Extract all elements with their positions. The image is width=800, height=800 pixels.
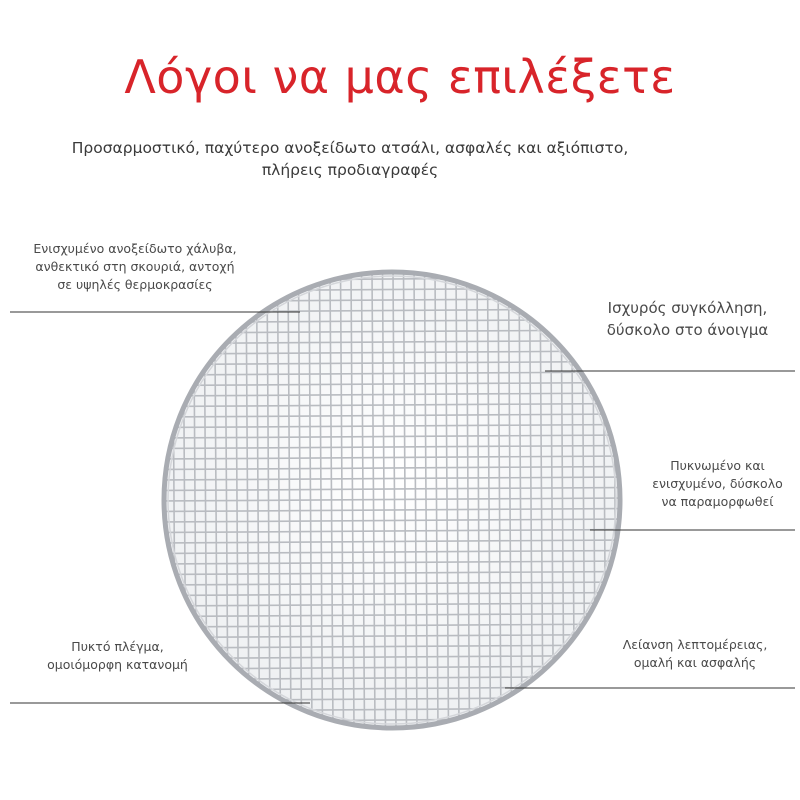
callout-line: Πυκτό πλέγμα, — [71, 639, 164, 654]
callout-line: Λείανση λεπτομέρειας, — [622, 637, 768, 652]
callout-line: να παραμορφωθεί — [661, 494, 774, 510]
callout-line: ομαλή και ασφαλής — [633, 655, 757, 671]
callout-line: σε υψηλές θερμοκρασίες — [57, 277, 213, 293]
callout-line: δύσκολο στο άνοιγμα — [606, 320, 769, 339]
callout-line: ενισχυμένο, δύσκολο — [652, 476, 783, 492]
callout-mid-right — [640, 457, 795, 511]
page-title: Λόγοι να μας επιλέξετε — [124, 50, 676, 104]
callout-line: Πυκνωμένο και — [670, 458, 765, 473]
subtitle-line: πλήρεις προδιαγραφές — [261, 161, 439, 180]
callout-line: Ισχυρός συγκόλληση, — [607, 299, 768, 317]
callout-bottom-right — [600, 636, 790, 672]
callout-top-right — [585, 298, 790, 342]
callout-top-left — [15, 240, 255, 294]
callout-line: ομοιόμορφη κατανομή — [47, 657, 188, 673]
subtitle-line: Προσαρμοστικό, παχύτερο ανοξείδωτο ατσάλι, ασφαλές και αξιόπιστο, — [71, 139, 629, 157]
callout-line: Ενισχυμένο ανοξείδωτο χάλυβα, — [33, 241, 237, 256]
callout-bottom-left — [20, 638, 215, 674]
callout-line: ανθεκτικό στη σκουριά, αντοχή — [35, 259, 235, 275]
